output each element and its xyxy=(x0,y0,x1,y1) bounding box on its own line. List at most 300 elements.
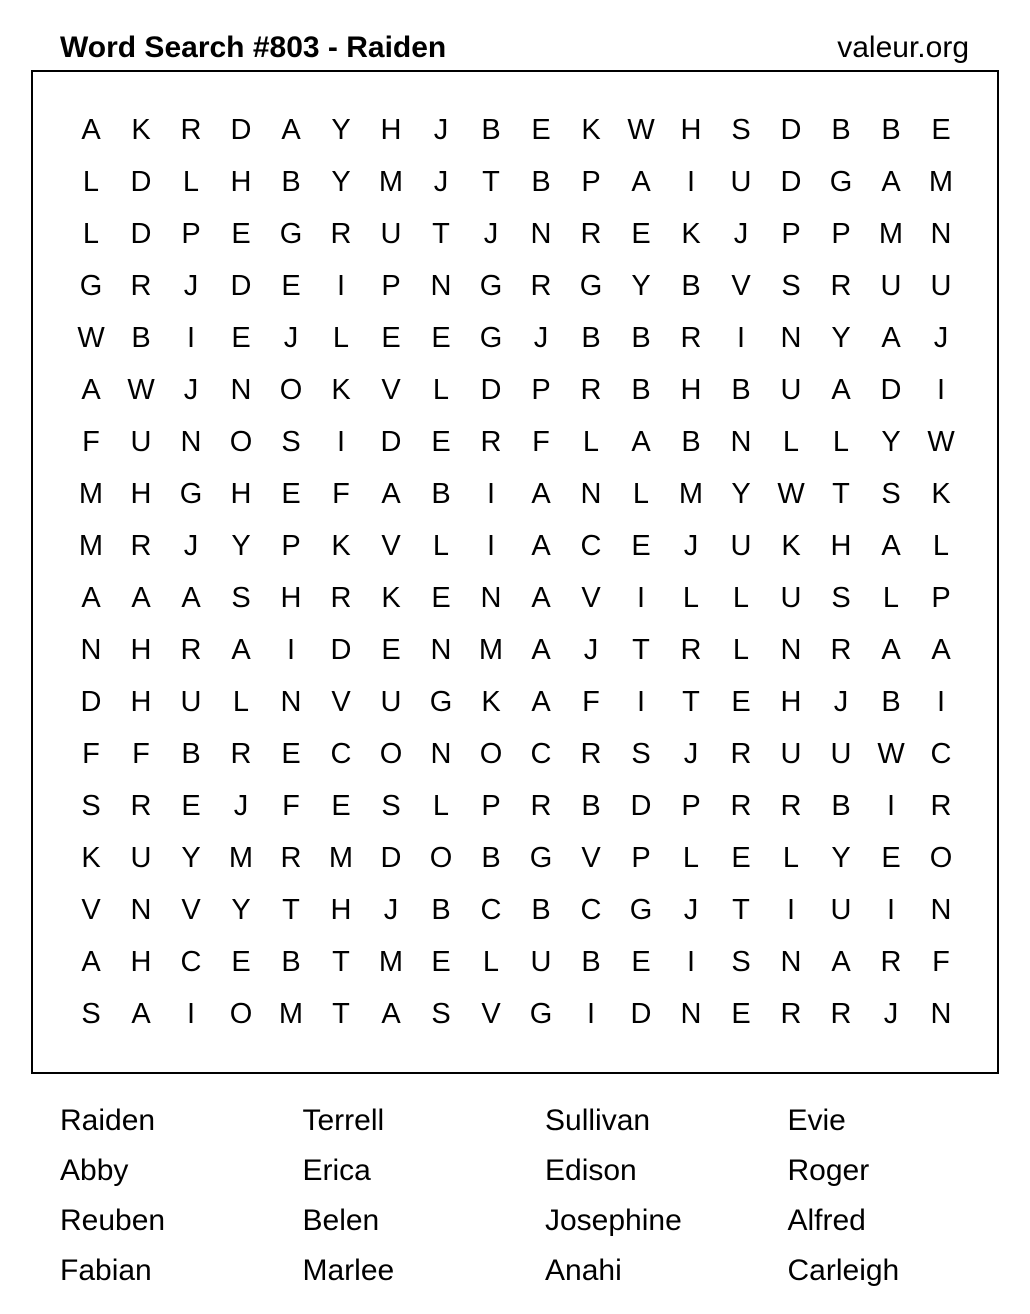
grid-letter[interactable]: D xyxy=(230,113,252,146)
grid-letter[interactable]: D xyxy=(630,997,652,1030)
grid-letter[interactable]: U xyxy=(830,893,852,926)
grid-letter[interactable]: N xyxy=(430,737,452,770)
grid-letter[interactable]: A xyxy=(531,529,551,562)
grid-letter[interactable]: N xyxy=(930,997,952,1030)
grid-letter[interactable]: B xyxy=(531,165,551,198)
grid-letter[interactable]: E xyxy=(431,581,451,614)
grid-letter[interactable]: B xyxy=(581,321,601,354)
grid-letter[interactable]: R xyxy=(830,997,852,1030)
grid-letter[interactable]: L xyxy=(832,425,850,458)
grid-letter[interactable]: D xyxy=(80,685,102,718)
grid-letter[interactable]: L xyxy=(182,165,200,198)
grid-letter[interactable]: N xyxy=(80,633,102,666)
grid-letter[interactable]: E xyxy=(431,321,451,354)
grid-letter[interactable]: W xyxy=(927,425,955,458)
grid-letter[interactable]: A xyxy=(81,373,101,406)
grid-letter[interactable]: B xyxy=(681,425,701,458)
grid-letter[interactable]: J xyxy=(383,893,399,926)
grid-letter[interactable]: N xyxy=(730,425,752,458)
grid-letter[interactable]: Y xyxy=(331,113,351,146)
grid-letter[interactable]: S xyxy=(631,737,651,770)
grid-letter[interactable]: W xyxy=(77,321,105,354)
grid-letter[interactable]: F xyxy=(132,737,150,770)
grid-letter[interactable]: R xyxy=(330,217,352,250)
grid-letter[interactable]: U xyxy=(530,945,552,978)
grid-letter[interactable]: R xyxy=(180,113,202,146)
grid-letter[interactable]: P xyxy=(931,581,951,614)
grid-letter[interactable]: I xyxy=(486,529,496,562)
grid-letter[interactable]: I xyxy=(486,477,496,510)
grid-letter[interactable]: F xyxy=(332,477,350,510)
grid-letter[interactable]: H xyxy=(230,477,252,510)
grid-letter[interactable]: A xyxy=(531,685,551,718)
grid-letter[interactable]: K xyxy=(131,113,151,146)
grid-letter[interactable]: Y xyxy=(831,321,851,354)
grid-letter[interactable]: I xyxy=(936,373,946,406)
grid-letter[interactable]: J xyxy=(183,529,199,562)
grid-letter[interactable]: I xyxy=(636,685,646,718)
grid-letter[interactable]: M xyxy=(378,945,404,978)
grid-letter[interactable]: H xyxy=(130,477,152,510)
grid-letter[interactable]: F xyxy=(82,737,100,770)
grid-letter[interactable]: H xyxy=(330,893,352,926)
grid-letter[interactable]: E xyxy=(231,321,251,354)
grid-letter[interactable]: R xyxy=(830,633,852,666)
grid-letter[interactable]: F xyxy=(932,945,950,978)
grid-letter[interactable]: R xyxy=(280,841,302,874)
grid-letter[interactable]: Y xyxy=(631,269,651,302)
grid-letter[interactable]: S xyxy=(231,581,251,614)
grid-letter[interactable]: L xyxy=(582,425,600,458)
grid-letter[interactable]: T xyxy=(832,477,850,510)
grid-letter[interactable]: R xyxy=(580,373,602,406)
grid-letter[interactable]: B xyxy=(581,789,601,822)
grid-letter[interactable]: A xyxy=(131,997,151,1030)
grid-letter[interactable]: K xyxy=(581,113,601,146)
grid-letter[interactable]: H xyxy=(830,529,852,562)
grid-letter[interactable]: E xyxy=(931,113,951,146)
grid-letter[interactable]: N xyxy=(280,685,302,718)
grid-letter[interactable]: B xyxy=(881,685,901,718)
grid-letter[interactable]: L xyxy=(932,529,950,562)
grid-letter[interactable]: I xyxy=(886,893,896,926)
grid-letter[interactable]: N xyxy=(130,893,152,926)
grid-letter[interactable]: M xyxy=(378,165,404,198)
grid-letter[interactable]: R xyxy=(180,633,202,666)
grid-letter[interactable]: H xyxy=(680,373,702,406)
grid-letter[interactable]: A xyxy=(231,633,251,666)
grid-letter[interactable]: O xyxy=(929,841,953,874)
grid-letter[interactable]: A xyxy=(181,581,201,614)
grid-letter[interactable]: B xyxy=(831,789,851,822)
grid-letter[interactable]: C xyxy=(330,737,352,770)
grid-letter[interactable]: A xyxy=(881,633,901,666)
grid-letter[interactable]: L xyxy=(632,477,650,510)
grid-letter[interactable]: N xyxy=(480,581,502,614)
grid-letter[interactable]: U xyxy=(780,737,802,770)
grid-letter[interactable]: S xyxy=(831,581,851,614)
grid-letter[interactable]: M xyxy=(278,997,304,1030)
grid-letter[interactable]: W xyxy=(777,477,805,510)
grid-letter[interactable]: J xyxy=(433,165,449,198)
grid-letter[interactable]: R xyxy=(580,217,602,250)
grid-letter[interactable]: L xyxy=(432,789,450,822)
grid-letter[interactable]: S xyxy=(381,789,401,822)
grid-letter[interactable]: J xyxy=(833,685,849,718)
grid-letter[interactable]: H xyxy=(130,685,152,718)
grid-letter[interactable]: R xyxy=(130,269,152,302)
grid-letter[interactable]: I xyxy=(186,321,196,354)
grid-letter[interactable]: M xyxy=(328,841,354,874)
grid-letter[interactable]: H xyxy=(130,633,152,666)
grid-letter[interactable]: I xyxy=(686,165,696,198)
grid-letter[interactable]: N xyxy=(230,373,252,406)
grid-letter[interactable]: L xyxy=(732,633,750,666)
grid-letter[interactable]: K xyxy=(681,217,701,250)
grid-letter[interactable]: U xyxy=(880,269,902,302)
grid-letter[interactable]: D xyxy=(880,373,902,406)
grid-letter[interactable]: K xyxy=(331,529,351,562)
grid-letter[interactable]: A xyxy=(881,165,901,198)
grid-letter[interactable]: J xyxy=(233,789,249,822)
grid-letter[interactable]: R xyxy=(880,945,902,978)
grid-letter[interactable]: R xyxy=(530,789,552,822)
grid-letter[interactable]: R xyxy=(580,737,602,770)
grid-letter[interactable]: J xyxy=(683,529,699,562)
grid-letter[interactable]: E xyxy=(231,945,251,978)
grid-letter[interactable]: N xyxy=(680,997,702,1030)
grid-letter[interactable]: A xyxy=(531,581,551,614)
grid-letter[interactable]: E xyxy=(631,217,651,250)
grid-letter[interactable]: J xyxy=(183,373,199,406)
grid-letter[interactable]: C xyxy=(180,945,202,978)
grid-letter[interactable]: P xyxy=(381,269,401,302)
grid-letter[interactable]: E xyxy=(431,425,451,458)
grid-letter[interactable]: D xyxy=(480,373,502,406)
grid-letter[interactable]: A xyxy=(531,477,551,510)
grid-letter[interactable]: H xyxy=(280,581,302,614)
grid-letter[interactable]: A xyxy=(831,945,851,978)
grid-letter[interactable]: V xyxy=(181,893,201,926)
grid-letter[interactable]: G xyxy=(79,269,103,302)
grid-letter[interactable]: N xyxy=(930,893,952,926)
grid-letter[interactable]: D xyxy=(630,789,652,822)
grid-letter[interactable]: A xyxy=(881,321,901,354)
grid-letter[interactable]: V xyxy=(381,373,401,406)
grid-letter[interactable]: N xyxy=(430,269,452,302)
grid-letter[interactable]: U xyxy=(130,425,152,458)
grid-letter[interactable]: S xyxy=(81,997,101,1030)
grid-letter[interactable]: J xyxy=(433,113,449,146)
grid-letter[interactable]: W xyxy=(627,113,655,146)
grid-letter[interactable]: B xyxy=(481,113,501,146)
grid-letter[interactable]: Y xyxy=(731,477,751,510)
grid-letter[interactable]: V xyxy=(331,685,351,718)
grid-letter[interactable]: A xyxy=(381,997,401,1030)
grid-letter[interactable]: T xyxy=(282,893,300,926)
grid-letter[interactable]: M xyxy=(878,217,904,250)
grid-letter[interactable]: V xyxy=(381,529,401,562)
grid-letter[interactable]: P xyxy=(831,217,851,250)
grid-letter[interactable]: J xyxy=(583,633,599,666)
grid-letter[interactable]: J xyxy=(483,217,499,250)
grid-letter[interactable]: O xyxy=(429,841,453,874)
grid-letter[interactable]: W xyxy=(127,373,155,406)
grid-letter[interactable]: N xyxy=(780,321,802,354)
grid-letter[interactable]: T xyxy=(332,945,350,978)
grid-letter[interactable]: N xyxy=(780,945,802,978)
grid-letter[interactable]: B xyxy=(631,321,651,354)
grid-letter[interactable]: M xyxy=(478,633,504,666)
grid-letter[interactable]: I xyxy=(686,945,696,978)
grid-letter[interactable]: H xyxy=(230,165,252,198)
grid-letter[interactable]: N xyxy=(780,633,802,666)
grid-letter[interactable]: G xyxy=(479,321,503,354)
grid-letter[interactable]: F xyxy=(532,425,550,458)
grid-letter[interactable]: R xyxy=(130,789,152,822)
grid-letter[interactable]: S xyxy=(281,425,301,458)
grid-letter[interactable]: E xyxy=(281,477,301,510)
grid-letter[interactable]: P xyxy=(681,789,701,822)
grid-letter[interactable]: H xyxy=(780,685,802,718)
grid-letter[interactable]: S xyxy=(731,945,751,978)
grid-letter[interactable]: I xyxy=(886,789,896,822)
grid-letter[interactable]: B xyxy=(131,321,151,354)
grid-letter[interactable]: U xyxy=(780,581,802,614)
grid-letter[interactable]: O xyxy=(279,373,303,406)
grid-letter[interactable]: U xyxy=(380,685,402,718)
grid-letter[interactable]: G xyxy=(529,841,553,874)
grid-letter[interactable]: E xyxy=(731,685,751,718)
grid-letter[interactable]: T xyxy=(332,997,350,1030)
grid-letter[interactable]: L xyxy=(82,217,100,250)
grid-letter[interactable]: D xyxy=(780,113,802,146)
grid-letter[interactable]: R xyxy=(680,321,702,354)
grid-letter[interactable]: G xyxy=(279,217,303,250)
grid-letter[interactable]: A xyxy=(81,113,101,146)
grid-letter[interactable]: D xyxy=(130,165,152,198)
grid-letter[interactable]: Y xyxy=(881,425,901,458)
grid-letter[interactable]: R xyxy=(780,997,802,1030)
grid-letter[interactable]: T xyxy=(632,633,650,666)
grid-letter[interactable]: R xyxy=(830,269,852,302)
grid-letter[interactable]: R xyxy=(730,789,752,822)
grid-letter[interactable]: E xyxy=(631,945,651,978)
grid-letter[interactable]: B xyxy=(431,477,451,510)
grid-letter[interactable]: G xyxy=(479,269,503,302)
grid-letter[interactable]: I xyxy=(586,997,596,1030)
grid-letter[interactable]: N xyxy=(580,477,602,510)
grid-letter[interactable]: B xyxy=(431,893,451,926)
grid-letter[interactable]: J xyxy=(533,321,549,354)
grid-letter[interactable]: V xyxy=(581,581,601,614)
grid-letter[interactable]: G xyxy=(529,997,553,1030)
grid-letter[interactable]: D xyxy=(130,217,152,250)
grid-letter[interactable]: B xyxy=(481,841,501,874)
grid-letter[interactable]: M xyxy=(78,477,104,510)
grid-letter[interactable]: B xyxy=(631,373,651,406)
grid-letter[interactable]: E xyxy=(281,269,301,302)
grid-letter[interactable]: A xyxy=(831,373,851,406)
grid-letter[interactable]: C xyxy=(580,893,602,926)
grid-letter[interactable]: A xyxy=(281,113,301,146)
grid-letter[interactable]: U xyxy=(730,529,752,562)
grid-letter[interactable]: C xyxy=(480,893,502,926)
grid-letter[interactable]: K xyxy=(381,581,401,614)
grid-letter[interactable]: E xyxy=(531,113,551,146)
grid-letter[interactable]: W xyxy=(877,737,905,770)
grid-letter[interactable]: T xyxy=(482,165,500,198)
grid-letter[interactable]: N xyxy=(180,425,202,458)
grid-letter[interactable]: U xyxy=(130,841,152,874)
grid-letter[interactable]: E xyxy=(181,789,201,822)
grid-letter[interactable]: G xyxy=(829,165,853,198)
grid-letter[interactable]: L xyxy=(82,165,100,198)
grid-letter[interactable]: U xyxy=(730,165,752,198)
grid-letter[interactable]: E xyxy=(281,737,301,770)
grid-letter[interactable]: N xyxy=(530,217,552,250)
grid-letter[interactable]: G xyxy=(579,269,603,302)
grid-letter[interactable]: B xyxy=(681,269,701,302)
grid-letter[interactable]: E xyxy=(331,789,351,822)
grid-letter[interactable]: B xyxy=(581,945,601,978)
grid-letter[interactable]: Y xyxy=(181,841,201,874)
grid-letter[interactable]: R xyxy=(130,529,152,562)
grid-letter[interactable]: F xyxy=(282,789,300,822)
grid-letter[interactable]: E xyxy=(381,321,401,354)
grid-letter[interactable]: B xyxy=(731,373,751,406)
grid-letter[interactable]: Y xyxy=(231,529,251,562)
grid-letter[interactable]: I xyxy=(636,581,646,614)
grid-letter[interactable]: F xyxy=(82,425,100,458)
grid-letter[interactable]: K xyxy=(931,477,951,510)
grid-letter[interactable]: S xyxy=(731,113,751,146)
grid-letter[interactable]: B xyxy=(831,113,851,146)
grid-letter[interactable]: T xyxy=(432,217,450,250)
grid-letter[interactable]: Y xyxy=(831,841,851,874)
grid-letter[interactable]: L xyxy=(482,945,500,978)
grid-letter[interactable]: E xyxy=(231,217,251,250)
grid-letter[interactable]: A xyxy=(631,425,651,458)
grid-letter[interactable]: Y xyxy=(231,893,251,926)
grid-letter[interactable]: M xyxy=(78,529,104,562)
grid-letter[interactable]: N xyxy=(430,633,452,666)
grid-letter[interactable]: J xyxy=(933,321,949,354)
grid-letter[interactable]: A xyxy=(81,581,101,614)
grid-letter[interactable]: T xyxy=(682,685,700,718)
grid-letter[interactable]: M xyxy=(678,477,704,510)
grid-letter[interactable]: U xyxy=(180,685,202,718)
grid-letter[interactable]: E xyxy=(431,945,451,978)
grid-letter[interactable]: U xyxy=(780,373,802,406)
grid-letter[interactable]: G xyxy=(179,477,203,510)
grid-letter[interactable]: A xyxy=(931,633,951,666)
grid-letter[interactable]: L xyxy=(432,373,450,406)
grid-letter[interactable]: L xyxy=(332,321,350,354)
grid-letter[interactable]: R xyxy=(330,581,352,614)
grid-letter[interactable]: R xyxy=(780,789,802,822)
grid-letter[interactable]: H xyxy=(130,945,152,978)
grid-letter[interactable]: R xyxy=(230,737,252,770)
grid-letter[interactable]: K xyxy=(81,841,101,874)
grid-letter[interactable]: H xyxy=(380,113,402,146)
grid-letter[interactable]: J xyxy=(183,269,199,302)
grid-letter[interactable]: J xyxy=(683,893,699,926)
grid-letter[interactable]: N xyxy=(930,217,952,250)
grid-letter[interactable]: D xyxy=(380,841,402,874)
grid-letter[interactable]: E xyxy=(631,529,651,562)
grid-letter[interactable]: U xyxy=(930,269,952,302)
grid-letter[interactable]: R xyxy=(530,269,552,302)
grid-letter[interactable]: A xyxy=(381,477,401,510)
grid-letter[interactable]: E xyxy=(381,633,401,666)
grid-letter[interactable]: S xyxy=(431,997,451,1030)
grid-letter[interactable]: D xyxy=(780,165,802,198)
grid-letter[interactable]: I xyxy=(286,633,296,666)
grid-letter[interactable]: V xyxy=(581,841,601,874)
grid-letter[interactable]: I xyxy=(786,893,796,926)
grid-letter[interactable]: R xyxy=(730,737,752,770)
grid-letter[interactable]: V xyxy=(731,269,751,302)
grid-letter[interactable]: R xyxy=(680,633,702,666)
grid-letter[interactable]: B xyxy=(531,893,551,926)
grid-letter[interactable]: C xyxy=(530,737,552,770)
grid-letter[interactable]: P xyxy=(281,529,301,562)
grid-letter[interactable]: P xyxy=(631,841,651,874)
grid-letter[interactable]: L xyxy=(782,425,800,458)
grid-letter[interactable]: O xyxy=(479,737,503,770)
grid-letter[interactable]: J xyxy=(883,997,899,1030)
grid-letter[interactable]: P xyxy=(581,165,601,198)
grid-letter[interactable]: K xyxy=(781,529,801,562)
grid-letter[interactable]: K xyxy=(481,685,501,718)
grid-letter[interactable]: K xyxy=(331,373,351,406)
grid-letter[interactable]: P xyxy=(531,373,551,406)
grid-letter[interactable]: L xyxy=(882,581,900,614)
grid-letter[interactable]: U xyxy=(830,737,852,770)
grid-letter[interactable]: R xyxy=(480,425,502,458)
grid-letter[interactable]: B xyxy=(281,945,301,978)
grid-letter[interactable]: S xyxy=(881,477,901,510)
grid-letter[interactable]: I xyxy=(336,269,346,302)
grid-letter[interactable]: U xyxy=(380,217,402,250)
grid-letter[interactable]: L xyxy=(432,529,450,562)
grid-letter[interactable]: M xyxy=(228,841,254,874)
grid-letter[interactable]: B xyxy=(181,737,201,770)
grid-letter[interactable]: O xyxy=(229,997,253,1030)
grid-letter[interactable]: P xyxy=(181,217,201,250)
grid-letter[interactable]: D xyxy=(330,633,352,666)
grid-letter[interactable]: S xyxy=(81,789,101,822)
grid-letter[interactable]: J xyxy=(733,217,749,250)
grid-letter[interactable]: S xyxy=(781,269,801,302)
grid-letter[interactable]: A xyxy=(631,165,651,198)
grid-letter[interactable]: T xyxy=(732,893,750,926)
grid-letter[interactable]: V xyxy=(481,997,501,1030)
grid-letter[interactable]: J xyxy=(283,321,299,354)
grid-letter[interactable]: P xyxy=(481,789,501,822)
grid-letter[interactable]: Y xyxy=(331,165,351,198)
grid-letter[interactable]: I xyxy=(336,425,346,458)
grid-letter[interactable]: I xyxy=(736,321,746,354)
grid-letter[interactable]: E xyxy=(731,997,751,1030)
grid-letter[interactable]: R xyxy=(930,789,952,822)
grid-letter[interactable]: A xyxy=(881,529,901,562)
grid-letter[interactable]: O xyxy=(229,425,253,458)
grid-letter[interactable]: V xyxy=(81,893,101,926)
grid-letter[interactable]: M xyxy=(928,165,954,198)
grid-letter[interactable]: A xyxy=(81,945,101,978)
